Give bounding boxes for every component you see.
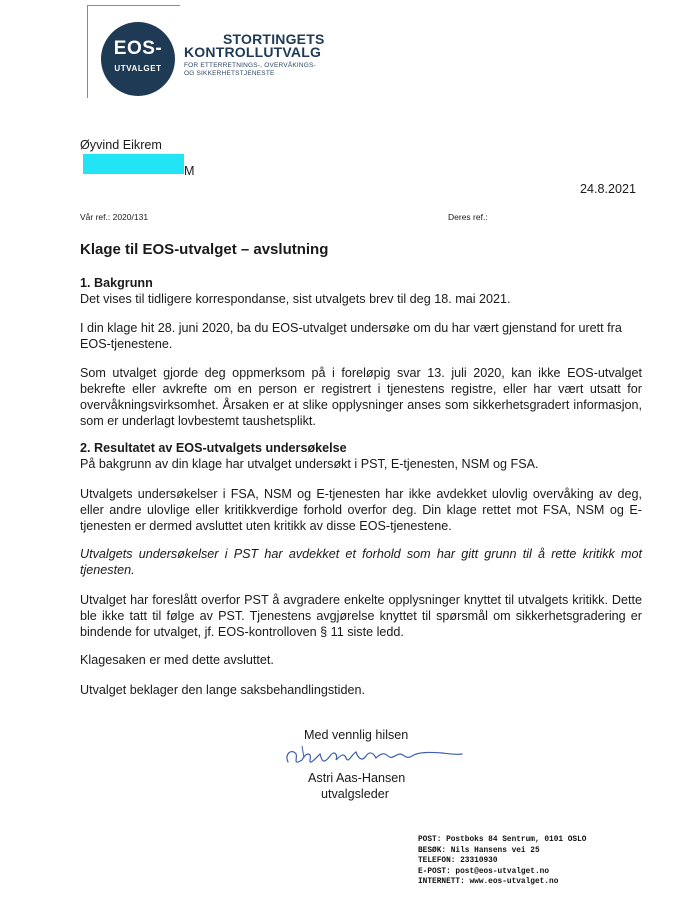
our-reference: Vår ref.: 2020/131 — [80, 212, 149, 222]
section-2-paragraph-5: Klagesaken er med dette avsluttet. — [80, 653, 274, 667]
section-2-paragraph-3: Utvalgets undersøkelser i PST har avdekket et forhold som har gitt grunn til å rette kritikk mot tjenesten. — [80, 547, 642, 577]
org-name-line2: KONTROLLUTVALG — [184, 44, 322, 60]
section-2-paragraph-4: Utvalget har foreslått overfor PST å avgradere enkelte opplysninger knyttet til utvalgets kritikk. Dette ble ikke tatt til følge av PST. Tjenestens avgjørelse knyttet til spørsmål om sikkerhetsgradering er bindende for utvalget, jf. EOS-kontrolloven § 11 siste ledd. — [80, 593, 642, 639]
footer-web: INTERNETT: www.eos-utvalget.no — [418, 878, 559, 886]
section-1-paragraph-2: I din klage hit 28. juni 2020, ba du EOS-utvalget undersøke om du har vært gjenstand for urett fra EOS-tjenestene. — [80, 321, 622, 351]
org-name-line1: STORTINGETS — [223, 31, 325, 47]
signer-name: Astri Aas-Hansen — [308, 771, 406, 785]
section-2-paragraph-6: Utvalget beklager den lange saksbehandlingstiden. — [80, 683, 365, 697]
corner-mark-horizontal — [87, 5, 180, 6]
section-1-paragraph-1: Det vises til tidligere korrespondanse, sist utvalgets brev til deg 18. mai 2021. — [80, 292, 511, 306]
footer-post: POST: Postboks 84 Sentrum, 0101 OSLO — [418, 836, 587, 844]
contact-footer — [418, 835, 586, 888]
section-2-paragraph-2: Utvalgets undersøkelser i FSA, NSM og E-tjenesten har ikke avdekket ulovlig overvåking av deg, eller andre ulovlige eller kritikkverdige forhold overfor deg. Din klage rettet mot FSA, NSM og E-tjenesten er dermed avsluttet uten kritikk av disse EOS-tjenestene. — [80, 487, 642, 533]
letter-date: 24.8.2021 — [580, 182, 637, 196]
org-subtitle-line1: FOR ETTERRETNINGS-, OVERVÅKINGS- — [184, 62, 316, 69]
redaction-box — [83, 154, 184, 174]
letter-title: Klage til EOS-utvalget – avslutning — [80, 241, 329, 258]
section-2-heading: 2. Resultatet av EOS-utvalgets undersøkelse — [80, 441, 347, 455]
section-2-paragraph-1: På bakgrunn av din klage har utvalget undersøkt i PST, E-tjenesten, NSM og FSA. — [80, 457, 539, 471]
logo-text-top: EOS- — [113, 38, 163, 59]
section-1-heading: 1. Bakgrunn — [80, 276, 153, 290]
eos-logo — [101, 22, 175, 96]
footer-phone: TELEFON: 23310930 — [418, 857, 498, 865]
logo-text-bottom: UTVALGET — [114, 64, 162, 73]
recipient-name: Øyvind Eikrem — [80, 138, 162, 152]
org-subtitle — [184, 62, 316, 78]
handwritten-signature — [282, 740, 467, 774]
recipient-city-partial: M — [184, 164, 195, 178]
section-1-paragraph-3: Som utvalget gjorde deg oppmerksom på i foreløpig svar 13. juli 2020, kan ikke EOS-utvalget bekrefte eller avkrefte om en person er registrert i tjenestens registre, eller har vært utsatt for overvåkningsvirksomhet. Årsaken er at slike opplysninger anses som sikkerhetsgradert informasjon, som er underlagt lovbestemt taushetsplikt. — [80, 366, 642, 428]
closing-greeting: Med vennlig hilsen — [304, 728, 409, 742]
org-subtitle-line2: OG SIKKERHETSTJENESTE — [184, 70, 275, 77]
your-reference: Deres ref.: — [448, 212, 488, 222]
footer-visit: BESØK: Nils Hansens vei 25 — [418, 846, 540, 855]
footer-email: E-POST: post@eos-utvalget.no — [418, 867, 550, 876]
corner-mark-vertical — [87, 5, 88, 98]
signer-title: utvalgsleder — [321, 787, 389, 801]
